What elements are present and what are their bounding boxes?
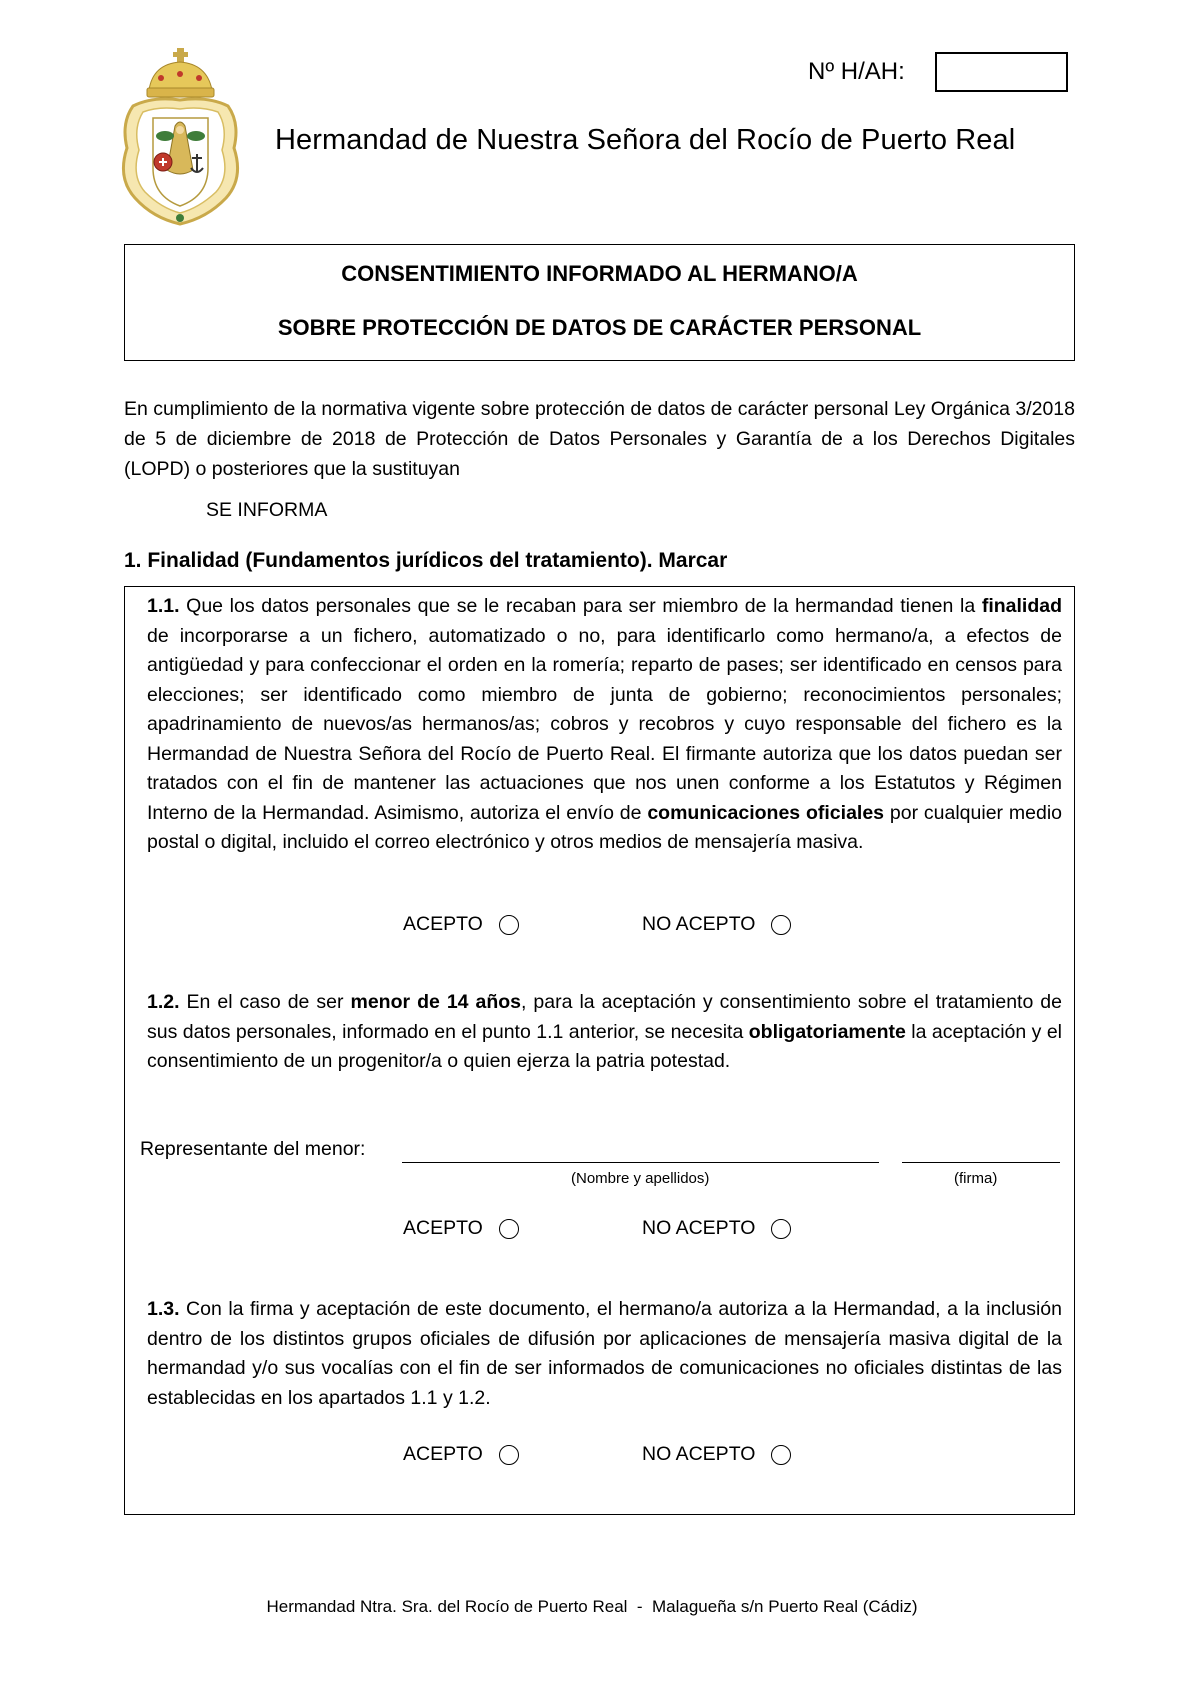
item-1-1-number: 1.1. — [147, 595, 180, 617]
item-1-3-accept-radio[interactable] — [499, 1445, 519, 1465]
item-1-1-accept-option[interactable] — [403, 913, 519, 936]
representative-signature-caption: (firma) — [954, 1170, 998, 1187]
representative-name-caption: (Nombre y apellidos) — [571, 1170, 710, 1187]
document-title-box — [124, 244, 1075, 361]
item-1-1-accept-radio[interactable] — [499, 915, 519, 935]
representative-label: Representante del menor: — [140, 1138, 366, 1160]
item-1-2-accept-option[interactable] — [403, 1217, 519, 1240]
item-1-2-bold-b: obligatoriamente — [748, 1020, 906, 1043]
item-1-2-paragraph — [147, 988, 1062, 1077]
item-1-1-text-a: Que los datos personales que se le recaban para ser miembro de la hermandad tienen la — [179, 595, 982, 617]
item-1-2-reject-option[interactable] — [642, 1217, 791, 1240]
nh-ah-label: Nº H/AH: — [808, 58, 905, 85]
item-1-3-accept-option[interactable] — [403, 1443, 519, 1466]
item-1-2-number: 1.2. — [147, 991, 180, 1013]
accept-label: ACEPTO — [403, 1443, 483, 1465]
representative-signature-field[interactable] — [902, 1162, 1060, 1163]
representative-name-field[interactable] — [402, 1162, 879, 1163]
nh-ah-input-box[interactable] — [935, 52, 1068, 92]
reject-label: NO ACEPTO — [642, 1443, 756, 1465]
item-1-1-reject-radio[interactable] — [771, 915, 791, 935]
item-1-3-reject-radio[interactable] — [771, 1445, 791, 1465]
item-1-2-reject-radio[interactable] — [771, 1219, 791, 1239]
document-title-line-2: SOBRE PROTECCIÓN DE DATOS DE CARÁCTER PERSONAL — [277, 315, 922, 340]
item-1-1-bold-a: finalidad — [981, 595, 1062, 617]
item-1-1-bold-b: comunicaciones oficiales — [647, 801, 885, 824]
brotherhood-crest-icon — [113, 48, 248, 228]
organization-title: Hermandad de Nuestra Señora del Rocío de Puerto Real — [275, 124, 1016, 156]
item-1-3-paragraph — [147, 1295, 1062, 1413]
item-1-1-paragraph — [147, 592, 1062, 858]
item-1-3-text: Con la firma y aceptación de este documento, el hermano/a autoriza a la Hermandad, a la inclusión dentro de los distintos grupos oficiales de difusión por aplicaciones de mensajería masiva digital de la hermandad y/o sus vocalías con el fin de ser informados de comunicaciones no oficiales distintas de las establecidas en los apartados 1.1 y 1.2. — [147, 1298, 1062, 1409]
document-title-line-1: CONSENTIMIENTO INFORMADO AL HERMANO/A — [341, 261, 858, 286]
item-1-2-accept-radio[interactable] — [499, 1219, 519, 1239]
item-1-1-text-b: de incorporarse a un fichero, automatizado o no, para identificarlo como hermano/a, a efectos de antigüedad y para confeccionar el orden en la romería; reparto de pases; ser identificado en censos para elecciones; ser identificado como miembro de junta de gobierno; reconocimientos personales; apadrinamiento de nuevos/as hermanos/as; cobros y recobros y cuyo responsable del fichero es la Hermandad de Nuestra Señora del Rocío de Puerto Real. El firmante autoriza que los datos puedan ser tratados con el fin de mantener las actuaciones que nos unen conforme a los Estatutos y Régimen Interno de la Hermandad. Asimismo, autoriza el envío de — [147, 624, 1062, 824]
item-1-3-number: 1.3. — [147, 1298, 180, 1320]
consent-box — [124, 586, 1075, 1515]
accept-label: ACEPTO — [403, 1217, 483, 1239]
item-1-2-text-b: , para la aceptación y consentimiento sobre el tratamiento de sus datos personales, informado en el punto 1.1 anterior, se necesita — [147, 991, 1062, 1043]
reject-label: NO ACEPTO — [642, 1217, 756, 1239]
section-heading: 1. Finalidad (Fundamentos jurídicos del tratamiento). Marcar — [124, 549, 728, 572]
reject-label: NO ACEPTO — [642, 913, 756, 935]
item-1-2-text-c: la aceptación y el consentimiento de un progenitor/a o quien ejerza la patria potestad. — [147, 1020, 1062, 1072]
se-informa-label: SE INFORMA — [206, 499, 328, 521]
page-footer: Hermandad Ntra. Sra. del Rocío de Puerto Real - Malagueña s/n Puerto Real (Cádiz) — [266, 1597, 918, 1616]
item-1-1-text-c: por cualquier medio postal o digital, incluido el correo electrónico y otros medios de mensajería masiva. — [147, 801, 1063, 853]
item-1-2-text-a: En el caso de ser — [179, 991, 351, 1013]
item-1-3-reject-option[interactable] — [642, 1443, 791, 1466]
accept-label: ACEPTO — [403, 913, 483, 935]
item-1-1-reject-option[interactable] — [642, 913, 791, 936]
item-1-2-bold-a: menor de 14 años — [350, 991, 522, 1013]
intro-paragraph: En cumplimiento de la normativa vigente sobre protección de datos de carácter personal Ley Orgánica 3/2018 de 5 de diciembre de 2018 de Protección de Datos Personales y Garantía de a los Derechos Digitales (LOPD) o posteriores que la sustituyan — [124, 398, 1075, 480]
